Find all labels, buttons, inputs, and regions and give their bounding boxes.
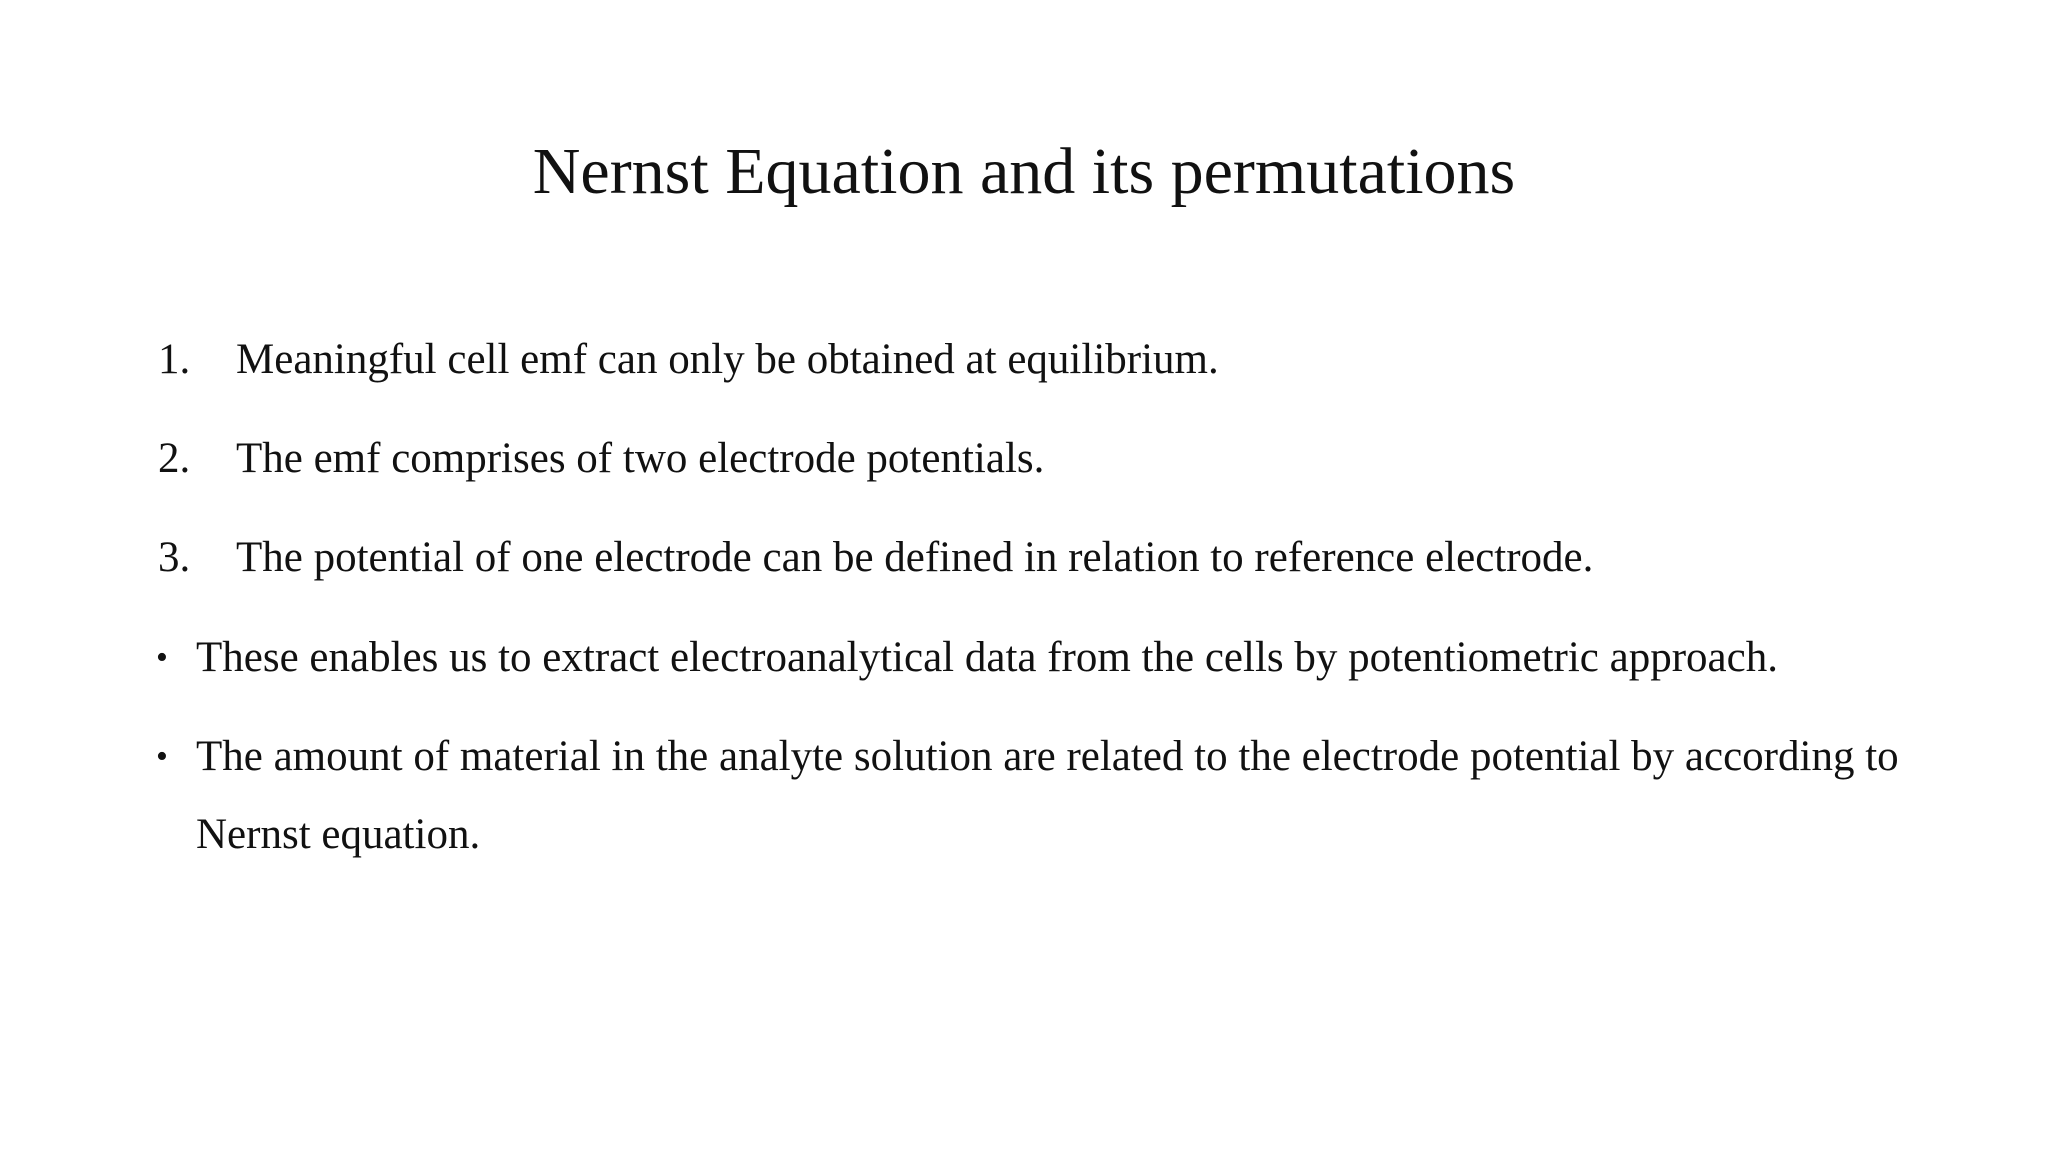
item-text: The potential of one electrode can be defined in relation to reference electrode. (236, 534, 1594, 581)
item-number: 2. (158, 435, 191, 482)
item-number: 3. (158, 534, 191, 581)
slide-title: Nernst Equation and its permutations (532, 135, 1516, 208)
bullet-text: The amount of material in the analyte solution are related to the electrode potential by according to (196, 733, 1899, 780)
item-number: 1. (158, 336, 191, 383)
item-text: Meaningful cell emf can only be obtained at equilibrium. (236, 336, 1219, 383)
bullet-text: These enables us to extract electroanalytical data from the cells by potentiometric approach. (196, 634, 1778, 681)
item-text: The emf comprises of two electrode potentials. (236, 435, 1045, 482)
bullet-marker: • (156, 639, 168, 676)
bullet-text: Nernst equation. (196, 811, 481, 858)
bullet-marker: • (156, 738, 168, 775)
